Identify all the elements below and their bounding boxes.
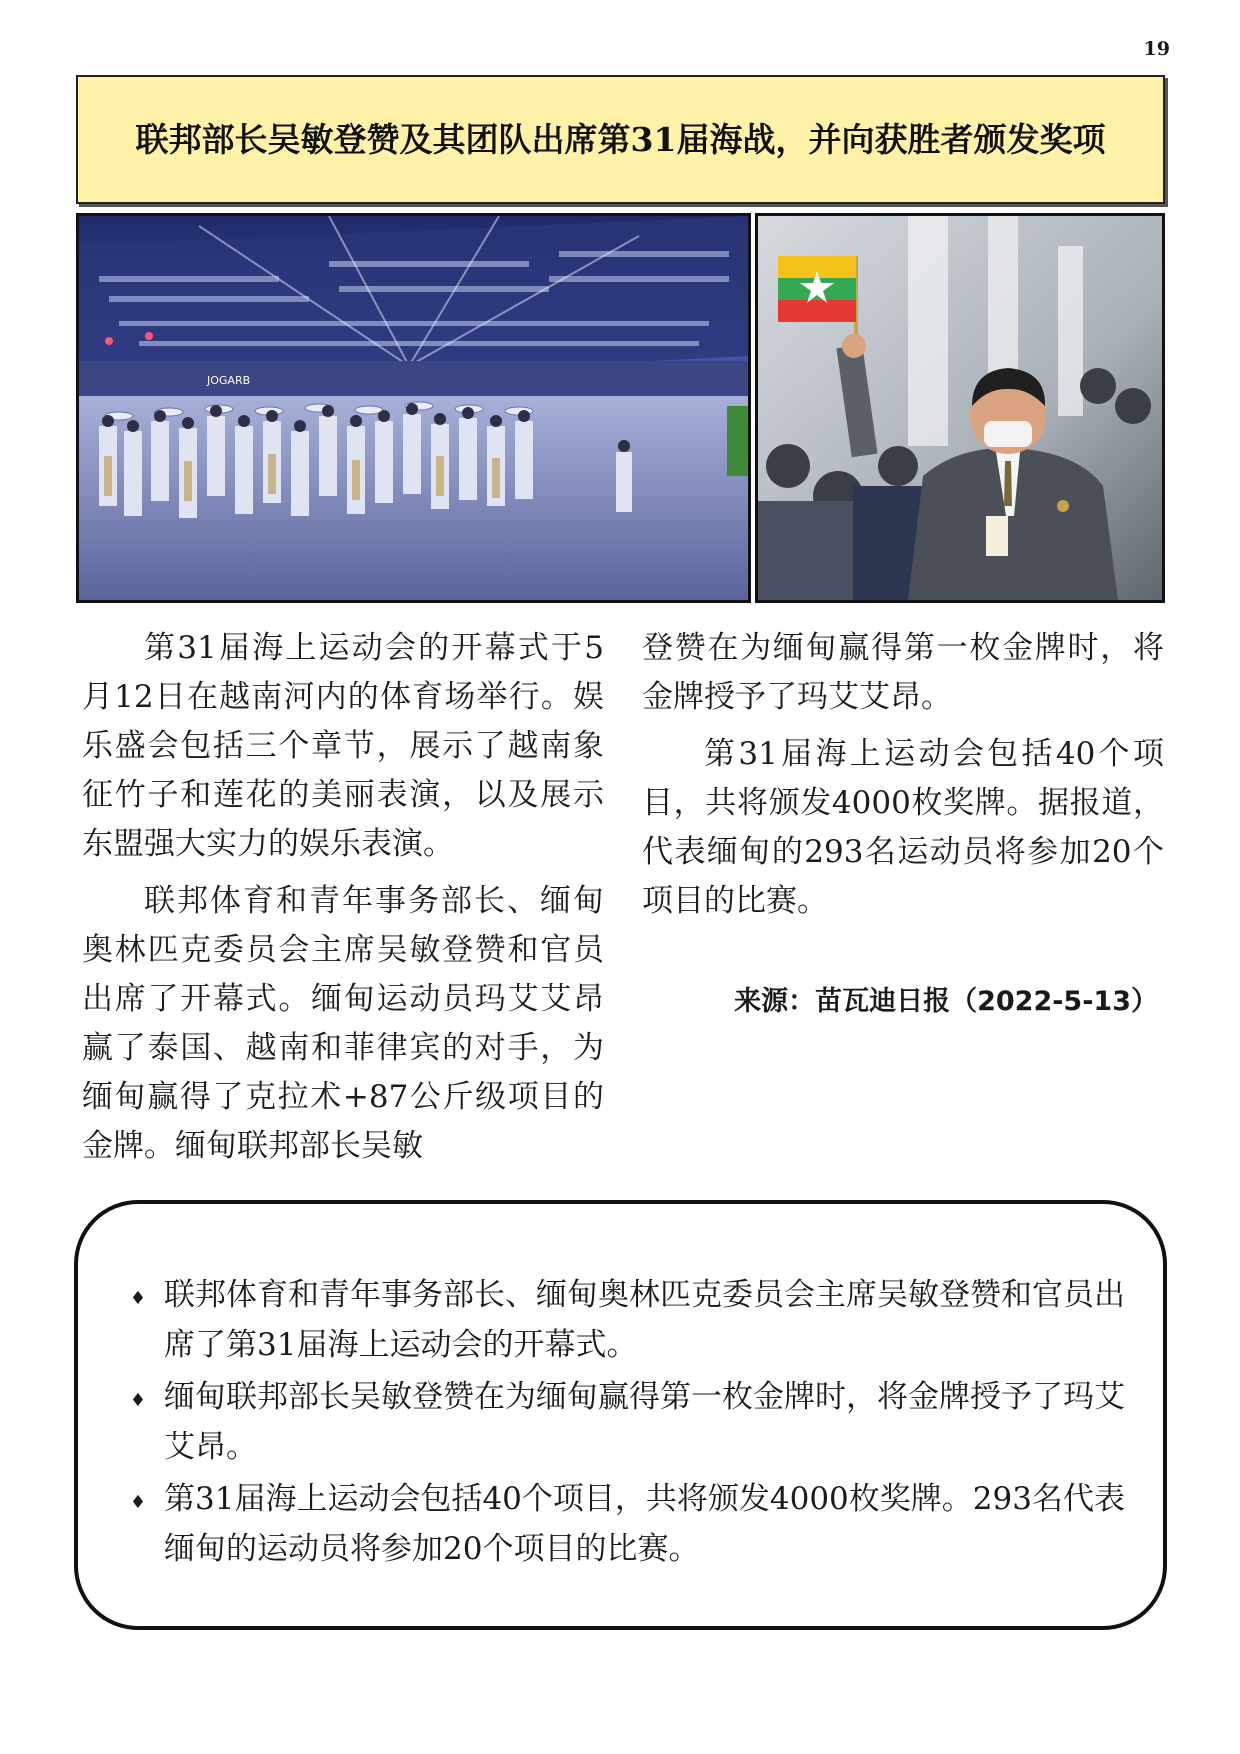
diamond-bullet-icon: ♦ — [129, 1288, 147, 1309]
article-paragraph: 第31届海上运动会的开幕式于5月12日在越南河内的体育场举行。娱乐盛会包括三个章节，展示了越南象征竹子和莲花的美丽表演，以及展示东盟强大实力的娱乐表演。 — [82, 630, 604, 862]
summary-item-text: 缅甸联邦部长吴敏登赞在为缅甸赢得第一枚金牌时，将金牌授予了玛艾艾昂。 — [164, 1379, 1125, 1465]
headline-banner — [76, 75, 1165, 204]
diamond-bullet-icon: ♦ — [129, 1390, 147, 1411]
stadium-illustration — [79, 216, 748, 600]
summary-item-text: 联邦体育和青年事务部长、缅甸奥林匹克委员会主席吴敏登赞和官员出席了第31届海上运动会的开幕式。 — [164, 1277, 1125, 1363]
article-paragraph-continued: 登赞在为缅甸赢得第一枚金牌时，将金牌授予了玛艾艾昂。 — [642, 630, 1164, 715]
article-left-column — [82, 624, 604, 1179]
headline-title: 联邦部长吴敏登赞及其团队出席第31届海战，并向获胜者颁发奖项 — [135, 119, 1106, 159]
summary-item — [126, 1372, 1136, 1472]
opening-ceremony-stadium-photo — [76, 213, 751, 603]
summary-item-text: 第31届海上运动会包括40个项目，共将颁发4000枚奖牌。293名代表缅甸的运动员将参加20个项目的比赛。 — [164, 1481, 1125, 1567]
article-right-column — [642, 624, 1164, 934]
stadium-banner-text: JOGARB — [207, 374, 251, 387]
flag-wave-illustration — [758, 216, 1162, 600]
article-source: 来源：苗瓦迪日报（2022-5-13） — [734, 986, 1158, 1017]
summary-item — [126, 1270, 1136, 1370]
summary-box — [74, 1200, 1167, 1630]
minister-waving-flag-photo — [755, 213, 1165, 603]
diamond-bullet-icon: ♦ — [129, 1492, 147, 1513]
article-paragraph: 联邦体育和青年事务部长、缅甸奥林匹克委员会主席吴敏登赞和官员出席了开幕式。缅甸运动员玛艾艾昂赢了泰国、越南和菲律宾的对手，为缅甸赢得了克拉术+87公斤级项目的金牌。缅甸联邦部长吴敏 — [82, 883, 604, 1164]
page-number: 19 — [1143, 38, 1170, 60]
summary-list — [126, 1270, 1136, 1576]
article-paragraph: 第31届海上运动会包括40个项目，共将颁发4000枚奖牌。据报道，代表缅甸的293名运动员将参加20个项目的比赛。 — [642, 736, 1164, 919]
summary-item — [126, 1474, 1136, 1574]
